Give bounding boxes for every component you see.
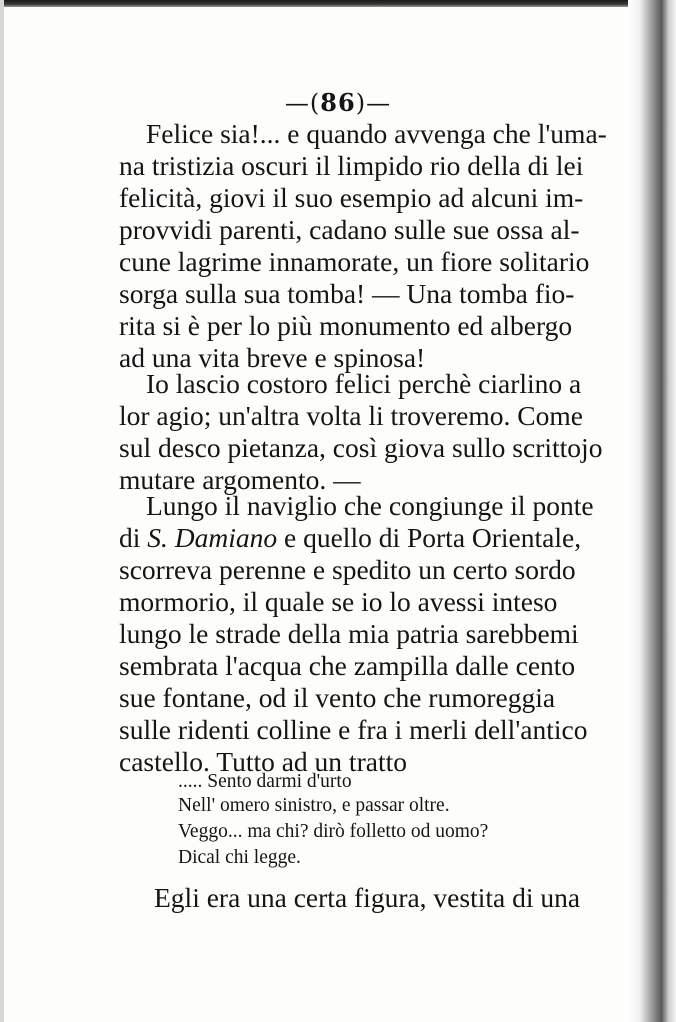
text-line: sembrata l'acqua che zampilla dalle cento	[119, 650, 576, 681]
page-top-shadow	[0, 0, 676, 7]
text-line: ad una vita breve e spinosa!	[119, 342, 426, 373]
page-left-edge	[0, 0, 4, 1022]
text-line: mutare argomento. —	[119, 464, 361, 495]
text-line: lor agio; un'altra volta li troveremo. Come	[119, 400, 583, 431]
verse-line: Veggo... ma chi? dirò folletto od uomo?	[178, 821, 489, 842]
text-line: felicità, giovi il suo esempio ad alcuni im-	[119, 182, 584, 213]
page-number-value: 86	[320, 88, 356, 117]
text-line: cune lagrime innamorate, un fiore solitario	[119, 246, 590, 277]
text-line: Felice sia!... e quando avvenga che l'uma-	[146, 118, 607, 149]
text-line: provvidi parenti, cadano sulle sue ossa al-	[119, 214, 580, 245]
text-line: sue fontane, od il vento che rumoreggia	[119, 682, 556, 713]
text-line: sul desco pietanza, così giova sullo scrittojo	[119, 432, 603, 463]
text-line: lungo le strade della mia patria sarebbemi	[119, 618, 579, 649]
verse-line: ..... Sento darmi d'urto	[178, 771, 352, 792]
text-line: Lungo il naviglio che congiunge il ponte	[146, 490, 594, 521]
text-line: na tristizia oscuri il limpido rio della di lei	[119, 150, 584, 181]
place-name-italic: S. Damiano	[147, 522, 278, 553]
page-number: —(86)—	[284, 88, 392, 117]
text-line: mormorio, il quale se io lo avessi inteso	[119, 586, 558, 617]
text-line: rita si è per lo più monumento ed albergo	[119, 310, 573, 341]
text-line: castello. Tutto ad un tratto	[119, 746, 407, 777]
text-line: Egli era una certa figura, vestita di una	[154, 882, 581, 913]
verse-line: Nell' omero sinistro, e passar oltre.	[178, 795, 450, 816]
verse-line: Dical chi legge.	[178, 847, 301, 868]
text-span: e quello di Porta Orientale,	[277, 522, 582, 553]
text-span: di	[119, 522, 148, 553]
text-line: Io lascio costoro felici perchè ciarlino a	[146, 368, 582, 399]
book-gutter-shadow	[628, 0, 676, 1022]
text-line: sorga sulla sua tomba! — Una tomba fio-	[119, 278, 575, 309]
text-line: sulle ridenti colline e fra i merli dell'antico	[119, 714, 588, 745]
text-line: scorreva perenne e spedito un certo sordo	[119, 554, 576, 585]
text-line	[119, 524, 581, 552]
